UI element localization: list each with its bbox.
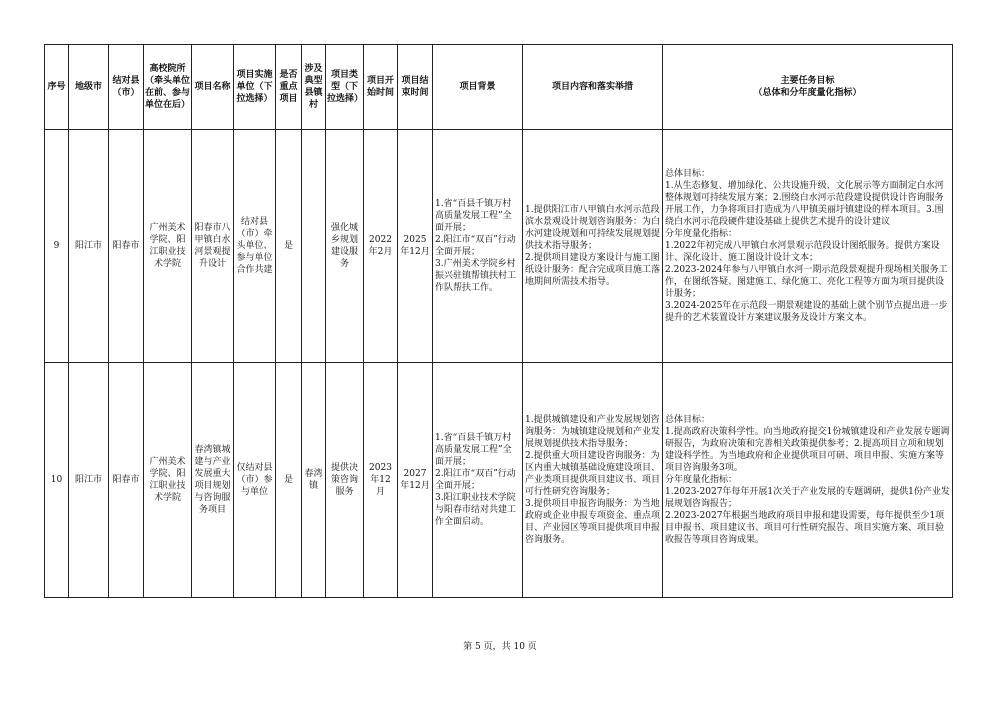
header-project-type: 项目类型（下拉选择） xyxy=(326,45,364,130)
header-background: 项目背景 xyxy=(433,45,523,130)
cell-end-time: 2027年12月 xyxy=(398,363,433,598)
cell-is-key: 是 xyxy=(276,130,302,363)
header-goals: 主要任务目标 （总体和分年度量化指标） xyxy=(663,45,953,130)
cell-content: 1.提供城镇建设和产业发展规划咨询服务：为城镇建设规划和产业发展规划提供技术指导服务； 2.提供重大项目建设咨询服务：为区内重大城镇基础设施建设项目、产业类项目提供项目建议书、项目可行性研究咨询服务； 3.提供项目申报咨询服务：为当地政府或企业申报专项资金、重点项目、产业园区等项目提供项目申报咨询服务。 xyxy=(523,363,663,598)
cell-end-time: 2025年12月 xyxy=(398,130,433,363)
cell-seq: 9 xyxy=(45,130,69,363)
cell-typical-town xyxy=(302,130,326,363)
table-row xyxy=(45,363,953,598)
project-table xyxy=(44,44,953,598)
cell-impl-unit: 结对县（市）牵头单位、参与单位合作共建 xyxy=(234,130,276,363)
cell-typical-town: 春湾镇 xyxy=(302,363,326,598)
header-impl-unit: 项目实施单位（下拉选择） xyxy=(234,45,276,130)
cell-background: 1.省“百县千镇万村高质量发展工程”全面开展； 2.阳江市“双百”行动全面开展； 3.广州美术学院乡村振兴驻镇帮镇扶村工作队帮扶工作。 xyxy=(433,130,523,363)
cell-project-name: 春湾镇城建与产业发展重大项目规划与咨询服务项目 xyxy=(192,363,234,598)
cell-goals: 总体目标： 1.提高政府决策科学性。向当地政府提交1份城镇建设和产业发展专题调研报告，为政府决策和完善相关政策提供参考；2.提高项目立项和规划建设科学性。为当地政府和企业提供项目可研、项目申报、实施方案等项目咨询服务3项。 分年度量化指标： 1.2023-2027年每年开展1次关于产业发展的专题调研，提供1份产业发展规划咨询报告； 2.2023-2027年根据当地政府项目申报和建设需要，每年提供至少1项目申报书、项目建议书、项目可行性研究报告、项目实施方案、项目验收报告等项目咨询成果。 xyxy=(663,363,953,598)
cell-project-type: 强化城乡规划建设服务 xyxy=(326,130,364,363)
cell-county: 阳春市 xyxy=(109,130,144,363)
cell-city: 阳江市 xyxy=(69,130,109,363)
header-typical-town: 涉及典型县镇村 xyxy=(302,45,326,130)
cell-background: 1.省“百县千镇万村高质量发展工程”全面开展； 2.阳江市“双百”行动全面开展； 3.阳江职业技术学院与阳春市结对共建工作全面启动。 xyxy=(433,363,523,598)
header-colleges: 高校院所（牵头单位在前、参与单位在后） xyxy=(144,45,192,130)
cell-city: 阳江市 xyxy=(69,363,109,598)
cell-project-type: 提供决策咨询服务 xyxy=(326,363,364,598)
cell-start-time: 2023年12月 xyxy=(364,363,398,598)
header-start-time: 项目开始时间 xyxy=(364,45,398,130)
cell-content: 1.提供阳江市八甲镇白水河示范段滨水景观设计规划咨询服务：为白水河建设规划和可持续发展规划提供技术指导服务； 2.提供项目建设方案设计与施工图纸设计服务：配合完成项目施工落地期间所需技术指导。 xyxy=(523,130,663,363)
cell-county: 阳春市 xyxy=(109,363,144,598)
page-footer: 第 5 页，共 10 页 xyxy=(463,642,537,652)
header-city: 地级市 xyxy=(69,45,109,130)
header-seq: 序号 xyxy=(45,45,69,130)
cell-project-name: 阳春市八甲镇白水河景观提升设计 xyxy=(192,130,234,363)
table-row xyxy=(45,130,953,363)
cell-colleges: 广州美术学院、阳江职业技术学院 xyxy=(144,130,192,363)
cell-is-key: 是 xyxy=(276,363,302,598)
header-project-name: 项目名称 xyxy=(192,45,234,130)
header-is-key: 是否重点项目 xyxy=(276,45,302,130)
cell-start-time: 2022年2月 xyxy=(364,130,398,363)
cell-impl-unit: 仅结对县（市）参与单位 xyxy=(234,363,276,598)
cell-colleges: 广州美术学院、阳江职业技术学院 xyxy=(144,363,192,598)
table-header-row xyxy=(45,45,953,130)
header-content: 项目内容和落实举措 xyxy=(523,45,663,130)
cell-goals: 总体目标： 1.从生态修复、增加绿化、公共设施升级、文化展示等方面制定白水河整体规划可持续发展方案；2.围绕白水河示范段建设提供设计咨询服务开展工作，力争将项目打造成为八甲镇美丽圩镇建设的样本项目。3.围绕白水河示范段硬件建设基础上提供艺术提升的设计建议 分年度量化指标： 1.2022年初完成八甲镇白水河景观示范段设计图纸服务。提供方案设计、深化设计、施工图设计设计文本； 2.2023-2024年参与八甲镇白水河一期示范段景观提升现场相关服务工作，在图纸答疑、图建施工、绿化施工、亮化工程等方面为项目提供设计服务； 3.2024-2025年在示范段一期景观建设的基础上就个别节点提出进一步提升的艺术装置设计方案建议服务及设计方案文本。 xyxy=(663,130,953,363)
header-end-time: 项目结束时间 xyxy=(398,45,433,130)
cell-seq: 10 xyxy=(45,363,69,598)
header-county: 结对县（市） xyxy=(109,45,144,130)
